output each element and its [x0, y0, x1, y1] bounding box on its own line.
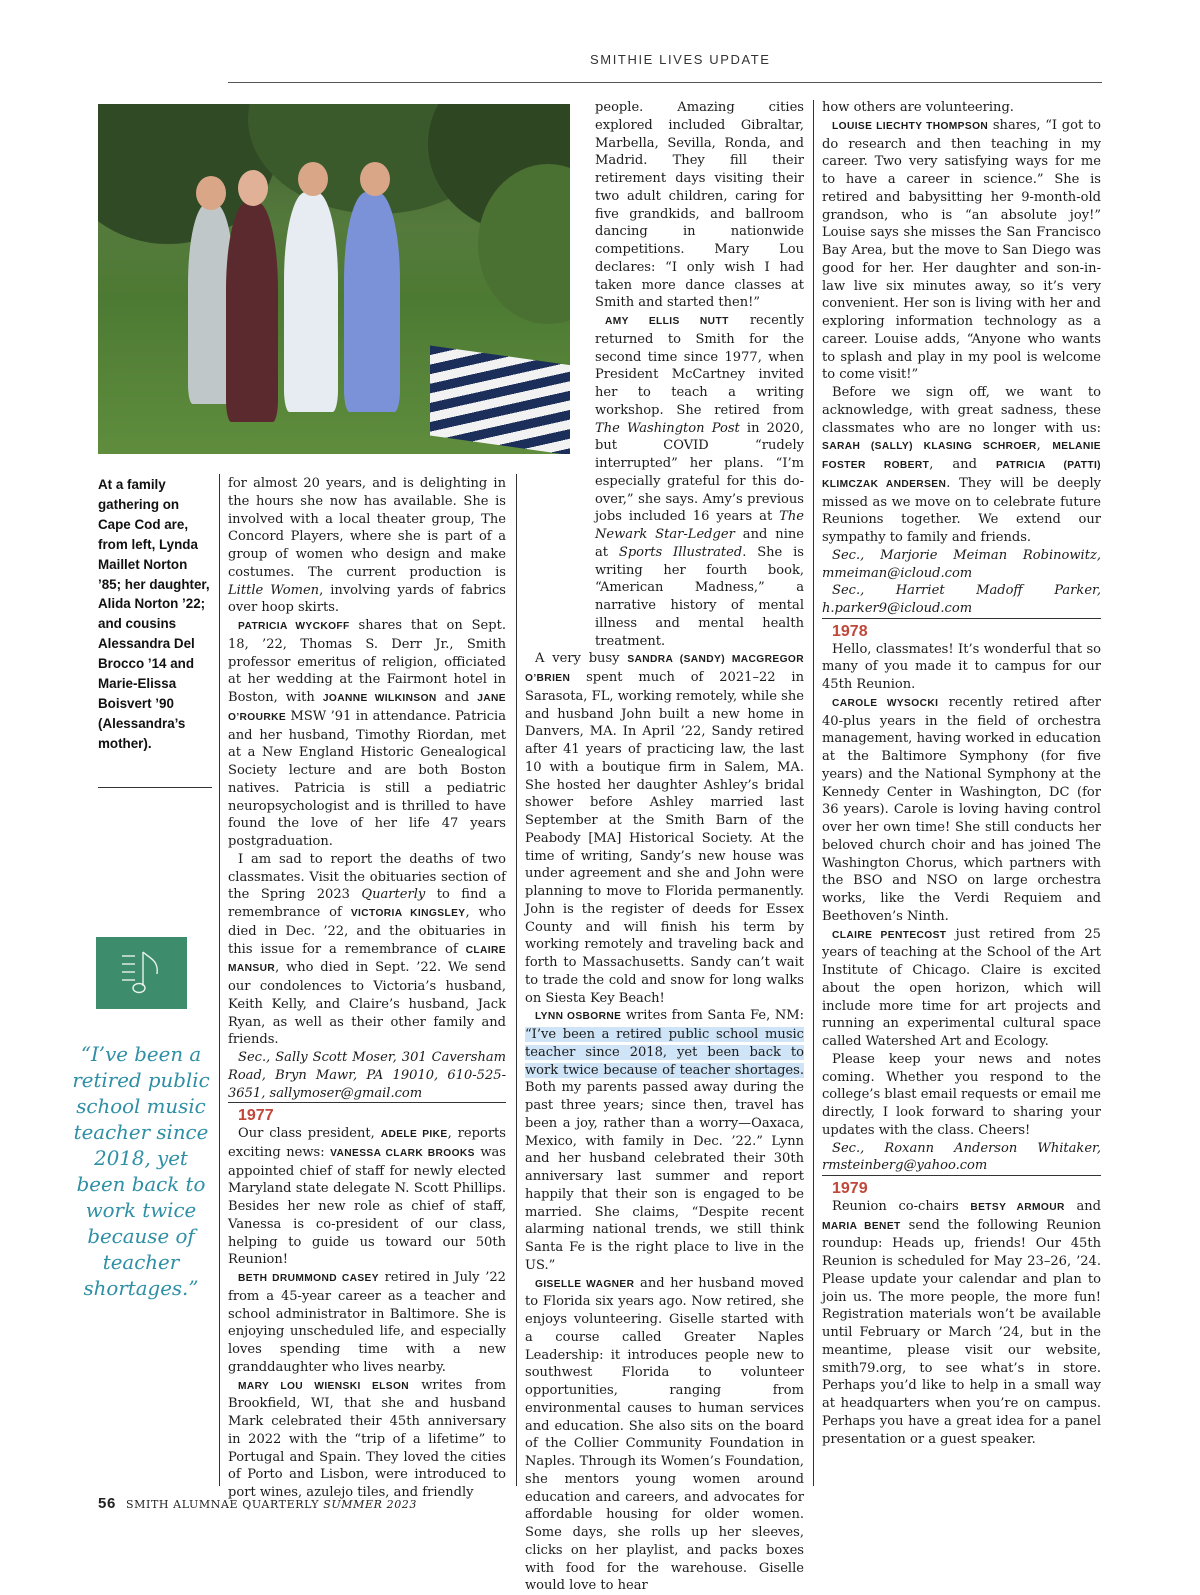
page-number: 56: [98, 1495, 116, 1512]
paragraph: Hello, classmates! It’s wonderful that so many of you made it to campus for our 45th Reunion.: [822, 641, 1101, 694]
paragraph: Our class president, ADELE PIKE, reports exciting news: VANESSA CLARK BROOKS was appointed chief of staff for newly elected Maryland state delegate N. Scott Phillips. Besides her new role as chief of staff, Vanessa is co-president of our class, helping to guide us toward our 50th Reunion!: [228, 1125, 506, 1269]
paragraph: MARY LOU WIENSKI ELSON writes from Brookfield, WI, that she and husband Mark celebrated their 45th anniversary in 2022 with the “trip of a lifetime” to Portugal and Spain. They loved the cities of Porto and Lisbon, were introduced to port wines, azulejo tiles, and friendly: [228, 1377, 506, 1502]
paragraph: Please keep your news and notes coming. Whether you respond to the college’s blast email requests or email me directly, I look forward to sharing your updates with the class. Cheers!: [822, 1051, 1101, 1140]
class-year-heading: 1977: [228, 1102, 506, 1125]
paragraph: how others are volunteering.: [822, 99, 1101, 117]
class-year-heading: 1979: [822, 1175, 1101, 1198]
column-divider: [516, 474, 517, 1486]
pull-quote: “I’ve been a retired public school music teacher since 2018, yet been back to work twice because of teacher shortages.”: [72, 1042, 210, 1302]
page-footer: [98, 1495, 417, 1512]
music-note-icon: [96, 937, 187, 1009]
column-1: [228, 475, 506, 1502]
column-divider: [813, 100, 814, 1486]
header-rule: [228, 82, 1102, 83]
classmate-name: PATRICIA WYCKOFF: [238, 621, 350, 632]
class-secretary: Sec., Marjorie Meiman Robinowitz, mmeiman@icloud.com: [822, 547, 1101, 583]
section-title: SMITHIE LIVES UPDATE: [590, 52, 771, 67]
family-photo: [98, 104, 570, 454]
class-secretary: Sec., Harriet Madoff Parker, h.parker9@icloud.com: [822, 582, 1101, 618]
paragraph: I am sad to report the deaths of two classmates. Visit the obituaries section of the Spring 2023 Quarterly to find a remembrance of VICTORIA KINGSLEY, who died in Dec. ’22, and the obituaries in this issue for a remembrance of CLAIRE MANSUR, who died in Sept. ’22. We send our condolences to Victoria’s husband, Keith Kelly, and Claire’s husband, Jack Ryan, as well as their other family and friends.: [228, 851, 506, 1049]
paragraph: LOUISE LIECHTY THOMPSON shares, “I got to do research and then teaching in my career. Two very satisfying ways for me to have a career in science.” She is retired and babysitting her 9-month-old grandson, who is “an absolute joy!” Louise says she misses the San Francisco Bay Area, but the move to San Diego was good for her. Her daughter and son-in-law live six minutes away, so it’s very convenient. Her son is living with her and exploring information technology as a career. Louise adds, “Anyone who wants to splash and play in my pool is welcome to come visit!”: [822, 117, 1101, 384]
paragraph: BETH DRUMMOND CASEY retired in July ’22 from a 45-year career as a teacher and school administrator in Baltimore. She is enjoying unscheduled life, and especially loves spending time with a new granddaughter who lives nearby.: [228, 1269, 506, 1377]
paragraph: CLAIRE PENTECOST just retired from 25 years of teaching at the School of the Art Institute of Chicago. Claire is excited about the open horizon, which will include more time for art projects and running an experimental cultural space called Watershed Art and Ecology.: [822, 926, 1101, 1051]
paragraph: AMY ELLIS NUTT recently returned to Smith for the second time since 1977, when President McCartney invited her to teach a writing workshop. She retired from The Washington Post in 2020, but COVID “rudely interrupted” her plans. “I’m especially grateful for this do-over,” she says. Amy’s previous jobs included 16 years at The Newark Star-Ledger and nine at Sports Illustrated. She is writing her fourth book, “American Madness,” a narrative history of mental illness and mental health treatment.: [595, 312, 804, 650]
paragraph: Before we sign off, we want to acknowledge, with great sadness, these classmates who are no longer with us: SARAH (SALLY) KLASING SCHROER, MELANIE FOSTER ROBERT, and PATRICIA (PATTI) KLIMCZAK ANDERSEN. They will be deeply missed as we move on to celebrate future Reunions together. We extend our sympathy to family and friends.: [822, 384, 1101, 547]
paragraph: PATRICIA WYCKOFF shares that on Sept. 18, ’22, Thomas S. Derr Jr., Smith professor emeritus of religion, officiated at her wedding at the Fairmont hotel in Boston, with JOANNE WILKINSON and JANE O’ROURKE MSW ’91 in attendance. Patricia and her husband, Timothy Riordan, met at a New England Historic Genealogical Society lecture and are both Boston natives. Patricia is still a pediatric neuropsychologist and is thrilled to have found the love of her life 47 years postgraduation.: [228, 617, 506, 851]
paragraph: A very busy SANDRA (SANDY) MACGREGOR O’BRIEN spent much of 2021–22 in Sarasota, FL, working remotely, while she and husband John built a new home in Danvers, MA. In April ’22, Sandy retired after 41 years of practicing law, the last 10 with a boutique firm in Salem, MA. She hosted her daughter Ashley’s bridal shower before Ashley married last September at the Smith Barn of the Peabody [MA] Historical Society. At the time of writing, Sandy’s new house was under agreement and she and John were planning to move to Florida permanently. John is the register of deeds for Essex County and will finish his term by working remotely and traveling back and forth to Massachusetts. Sandy can’t wait to trade the cold and snow for long walks on Siesta Key Beach!: [525, 650, 804, 1007]
paragraph: Reunion co-chairs BETSY ARMOUR and MARIA BENET send the following Reunion roundup: Heads up, friends! Our 45th Reunion is scheduled for May 23–26, ’24. Please update your calendar and plan to join us. The more people, the more fun! Registration materials won’t be available until February or March ’24, but in the meantime, please visit our website, smith79.org, to see what’s in store. Perhaps you’d like to help in a small way at headquarters when you’re on campus. Perhaps you have a great idea for a panel presentation or a guest speaker.: [822, 1198, 1101, 1449]
paragraph: CAROLE WYSOCKI recently retired after 40-plus years in the field of orchestra management, having worked in education at the Baltimore Symphony (for five years) and the National Symphony at the Kennedy Center in Washington, DC (for 36 years). Carole is loving having control over her own time! She still conducts her beloved church choir and has joined The Washington Chorus, which partners with the BSO and NSO on large orchestra works, like the Verdi Requiem and Beethoven’s Ninth.: [822, 694, 1101, 926]
paragraph: GISELLE WAGNER and her husband moved to Florida six years ago. Now retired, she enjoys volunteering. Giselle started with a course called Greater Naples Leadership: it introduces people new to southwest Florida to volunteer opportunities, ranging from environmental causes to human services and education. She also sits on the board of the Collier Community Foundation in Naples. Through its Women’s Foundation, she mentors young women around education and careers, and advocates for affordable housing for older women. Some days, she rolls up her sleeves, clicks on her playlist, and packs boxes with food for the warehouse. Giselle would love to hear: [525, 1275, 804, 1595]
column-divider: [219, 474, 220, 1486]
issue-date: SUMMER 2023: [323, 1498, 417, 1511]
class-year-heading: 1978: [822, 618, 1101, 641]
column-3: [822, 99, 1101, 1448]
paragraph: people. Amazing cities explored included Gibraltar, Marbella, Sevilla, Ronda, and Madrid. They fill their retirement days visiting their two adult children, caring for five grandkids, and ballroom dancing in nationwide competitions. Mary Lou declares: “I only wish I had taken more dance classes at Smith and started then!”: [595, 99, 804, 312]
class-secretary: Sec., Roxann Anderson Whitaker, rmsteinberg@yahoo.com: [822, 1140, 1101, 1176]
column-2: [525, 99, 804, 1595]
highlighted-quote: “I’ve been a retired public school music teacher since 2018, yet been back to work twice because of teacher shortages.: [525, 1027, 804, 1078]
photo-caption: At a family gathering on Cape Cod are, from left, Lynda Maillet Norton ’85; her daughter, Alida Norton ’22; and cousins Alessandra Del Brocco ’14 and Marie-Elissa Boisvert ’90 (Alessandra’s mother).: [98, 475, 214, 754]
paragraph: LYNN OSBORNE writes from Santa Fe, NM: “I’ve been a retired public school music teacher since 2018, yet been back to work twice because of teacher shortages. Both my parents passed away during the past three years; since then, travel has been a joy, rather than a worry—Oaxaca, Mexico, with family in Dec. ’22.” Lynn and her husband celebrated their 30th anniversary last summer and report happily that their son is engaged to be married. She claims, “Despite recent alarming national trends, we still think Santa Fe is the right place to live in the US.”: [525, 1007, 804, 1274]
caption-rule: [98, 787, 212, 788]
class-secretary: Sec., Sally Scott Moser, 301 Caversham Road, Bryn Mawr, PA 19010, 610-525-3651, sallymoser@gmail.com: [228, 1049, 506, 1102]
publication-name: SMITH ALUMNAE QUARTERLY: [126, 1498, 319, 1511]
paragraph: for almost 20 years, and is delighting in the hours she now has available. She is involved with a local theater group, The Concord Players, where she is part of a group of women who design and make costumes. The current production is Little Women, involving yards of fabrics over hoop skirts.: [228, 475, 506, 617]
